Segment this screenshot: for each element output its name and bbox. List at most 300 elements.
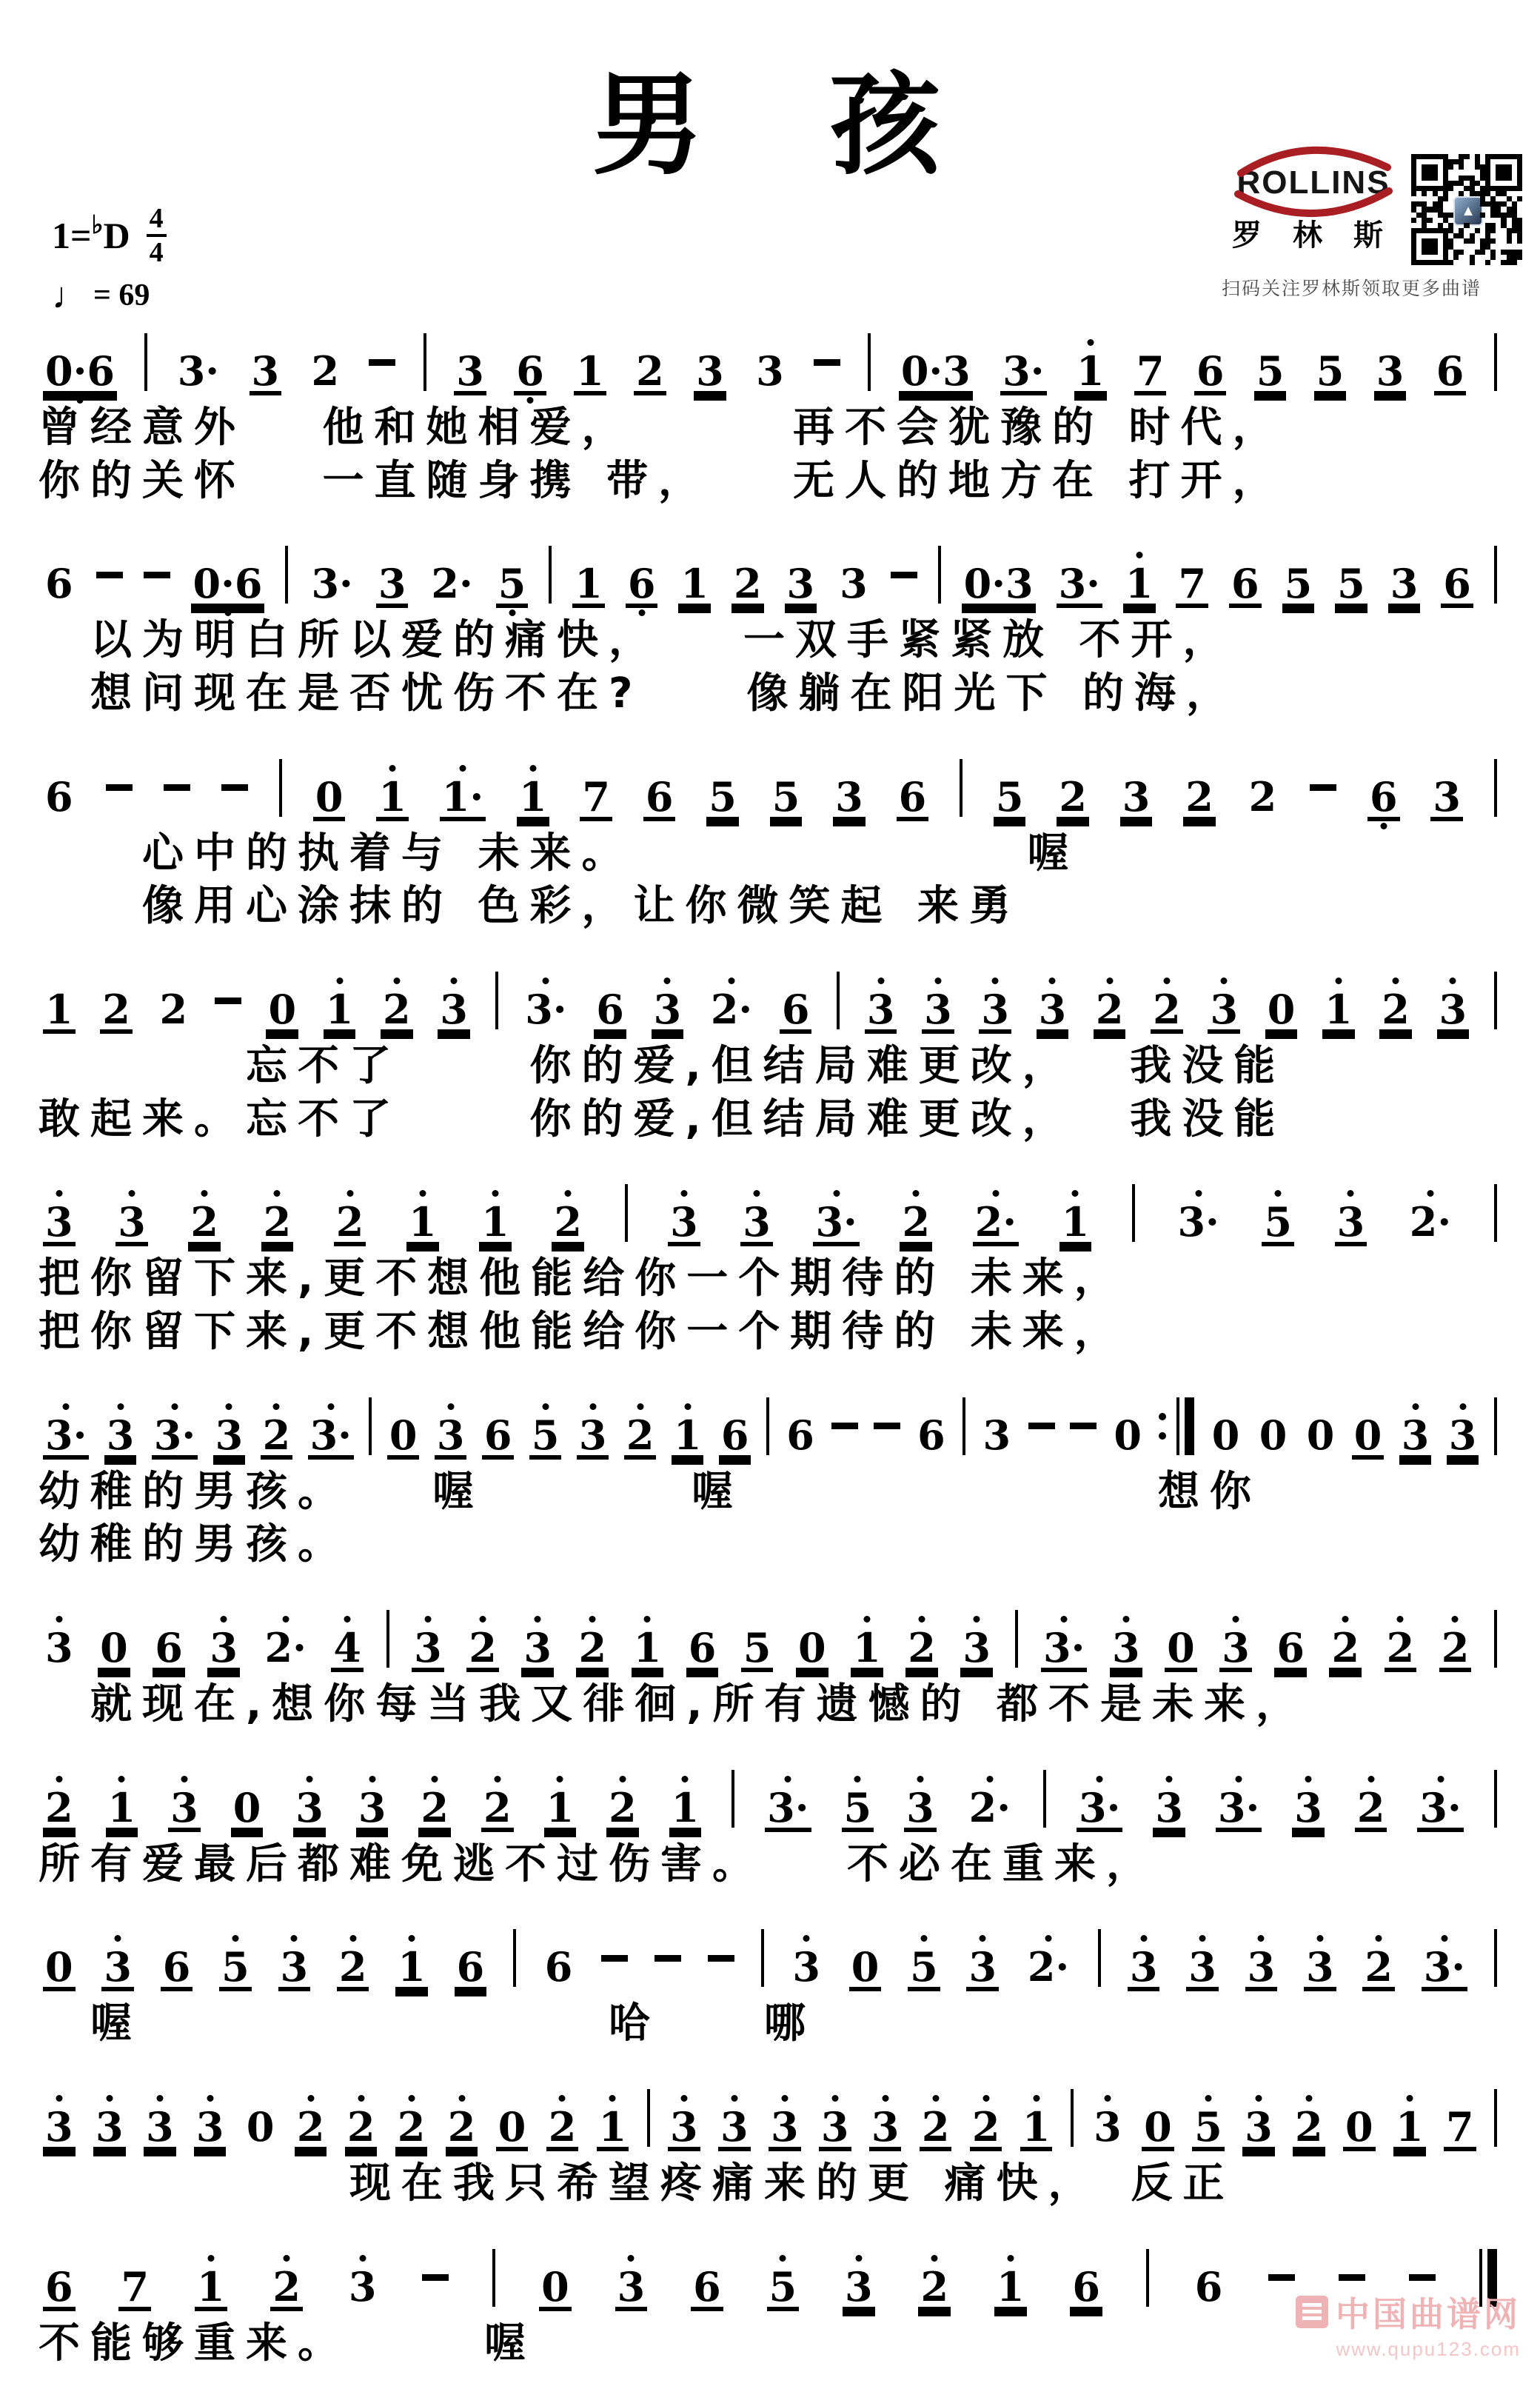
barline bbox=[424, 333, 426, 391]
barline bbox=[625, 1184, 628, 1242]
note-token: 3 bbox=[1153, 1788, 1185, 1828]
note-token: 6 bbox=[1070, 2267, 1102, 2307]
note-token: 3 bbox=[922, 989, 954, 1029]
note-token: 3· bbox=[1041, 1628, 1087, 1668]
qr-center-logo-icon: ▲ bbox=[1453, 196, 1483, 226]
note-token: 6 bbox=[719, 1415, 751, 1455]
note-token: 3 bbox=[865, 989, 897, 1029]
note-token: 1 bbox=[1074, 351, 1107, 391]
note-token: 3· bbox=[813, 1202, 859, 1242]
note-token: 3 bbox=[1430, 777, 1463, 817]
barline bbox=[1494, 333, 1497, 391]
note-token: 0 bbox=[1306, 1411, 1335, 1459]
note-token: 2 bbox=[970, 2107, 1002, 2147]
duration-dash bbox=[1409, 2274, 1436, 2281]
logo-arcs-icon bbox=[1222, 142, 1405, 224]
note-token: 3 bbox=[454, 351, 486, 391]
duration-dash bbox=[369, 359, 395, 366]
lyric-line: 像用心涂抹的 色彩，让你微笑起 来勇 bbox=[38, 882, 1021, 931]
note-token: 6 bbox=[1194, 2262, 1223, 2310]
note-token: 2 bbox=[1379, 989, 1412, 1029]
duration-dash bbox=[601, 1955, 628, 1962]
note-token: 3 bbox=[790, 1947, 823, 1987]
watermark-site-name: 中国曲谱网 bbox=[1336, 2295, 1521, 2333]
note-token: 6 bbox=[643, 777, 676, 817]
barline bbox=[1494, 546, 1497, 604]
note-token: 1 bbox=[1393, 2107, 1426, 2147]
lyric-line: 你的关怀 一直随身携 带， 无人的地方在 打开， bbox=[38, 456, 1285, 505]
note-token: 1 bbox=[1059, 1202, 1092, 1242]
lyric-line: 把你留下来,更不想他能给你一个期待的 未来， bbox=[38, 1254, 1126, 1303]
note-token: 0 bbox=[1352, 1415, 1385, 1455]
music-system bbox=[38, 1907, 1502, 2051]
note-token: 3 bbox=[577, 1415, 609, 1455]
barline bbox=[868, 333, 871, 391]
key-tempo-block bbox=[52, 204, 167, 317]
note-token: 1 bbox=[572, 564, 605, 604]
flat-sign: ♭ bbox=[91, 212, 104, 239]
note-token: 2 bbox=[1293, 2107, 1325, 2147]
note-token: 3 bbox=[1110, 1628, 1142, 1668]
lyric-line: 就现在,想你每当我又徘徊,所有遗憾的 都不是未来， bbox=[38, 1680, 1308, 1729]
note-token: 3 bbox=[1399, 1415, 1432, 1455]
duration-dash bbox=[1268, 2274, 1295, 2281]
note-token: 6 bbox=[45, 772, 73, 821]
duration-dash bbox=[814, 359, 840, 366]
note-token: 5 bbox=[219, 1947, 252, 1987]
barline bbox=[766, 1397, 769, 1455]
note-token: 3 bbox=[435, 1415, 467, 1455]
note-token: 2 bbox=[606, 1788, 639, 1828]
note-token: 0 bbox=[98, 1628, 130, 1668]
note-token: 6 bbox=[780, 989, 812, 1029]
music-system bbox=[38, 1588, 1502, 1731]
note-token: 1 bbox=[632, 1628, 664, 1668]
note-token: 5 bbox=[994, 777, 1026, 817]
note-token: 5 bbox=[496, 564, 529, 604]
note-token: 3 bbox=[438, 989, 470, 1029]
brand-logo-text: ROLLINS bbox=[1236, 164, 1390, 201]
key-letter: D bbox=[103, 215, 130, 256]
note-token: 3 bbox=[960, 1628, 993, 1668]
note-token: 1 bbox=[43, 989, 76, 1029]
note-token: 3 bbox=[213, 1415, 246, 1455]
note-token: 3 bbox=[1091, 2107, 1124, 2147]
note-token: 3 bbox=[293, 1788, 326, 1828]
note-token: 1 bbox=[517, 777, 549, 817]
duration-dash bbox=[654, 1955, 681, 1962]
note-token: 7 bbox=[1444, 2107, 1476, 2147]
notes-row bbox=[38, 1588, 1502, 1678]
note-token: 3 bbox=[979, 989, 1011, 1029]
note-token: 0 bbox=[1211, 1411, 1240, 1459]
barline bbox=[960, 759, 962, 817]
note-token: 2 bbox=[552, 1202, 584, 1242]
music-system bbox=[38, 1748, 1502, 1891]
note-token: 2 bbox=[1439, 1628, 1472, 1668]
note-token: 6 bbox=[686, 1628, 719, 1668]
note-token: 3 bbox=[356, 1788, 389, 1828]
barline bbox=[386, 1610, 389, 1668]
note-token: 3 bbox=[1128, 1947, 1160, 1987]
note-token: 6 bbox=[626, 564, 658, 604]
note-token: 5 bbox=[1254, 351, 1287, 391]
duration-dash bbox=[221, 784, 248, 791]
note-token: 6 bbox=[1194, 351, 1227, 391]
note-token: 0 bbox=[1259, 1411, 1288, 1459]
note-token: 3 bbox=[718, 2107, 751, 2147]
note-token: 0 bbox=[387, 1415, 420, 1455]
note-token: 3 bbox=[93, 2107, 126, 2147]
note-token: 2 bbox=[1385, 1628, 1417, 1668]
notes-row bbox=[38, 1375, 1502, 1466]
note-token: 3· bbox=[1057, 564, 1102, 604]
watermark-logo-icon bbox=[1296, 2296, 1328, 2328]
note-token: 3· bbox=[1077, 1788, 1122, 1828]
barline bbox=[285, 546, 288, 604]
note-token: 7 bbox=[118, 2267, 151, 2307]
note-token: 2 bbox=[1183, 777, 1216, 817]
note-token: 2 bbox=[1362, 1947, 1395, 1987]
note-token: 2 bbox=[418, 1788, 451, 1828]
rollins-logo bbox=[1222, 154, 1405, 254]
note-token: 2 bbox=[1329, 1628, 1362, 1668]
note-token: 1 bbox=[1322, 989, 1355, 1029]
note-token: 5 bbox=[706, 777, 739, 817]
note-token: 2· bbox=[263, 1628, 309, 1668]
duration-dash bbox=[1339, 2274, 1365, 2281]
music-system bbox=[38, 2227, 1502, 2370]
note-token: 2 bbox=[576, 1628, 609, 1668]
note-token: 6 bbox=[45, 560, 73, 608]
duration-dash bbox=[874, 1423, 900, 1429]
note-token: 3 bbox=[1335, 1202, 1367, 1242]
note-token: 3 bbox=[101, 1947, 134, 1987]
lyric-line: 以为明白所以爱的痛快， 一双手紧紧放 不开， bbox=[38, 616, 1235, 665]
duration-dash bbox=[1070, 1423, 1097, 1429]
note-token: 0 bbox=[266, 989, 298, 1029]
note-token: 3 bbox=[652, 989, 684, 1029]
duration-dash bbox=[891, 572, 917, 578]
notes-row bbox=[38, 1162, 1502, 1252]
lyric-line: 心中的执着与 未来。 喔 bbox=[38, 829, 1079, 878]
note-token: 3· bbox=[765, 1788, 811, 1828]
note-token: 3 bbox=[104, 1415, 137, 1455]
barline bbox=[1494, 759, 1497, 817]
note-token: 3· bbox=[43, 1415, 89, 1455]
note-token: 2 bbox=[159, 986, 188, 1034]
note-token: 3 bbox=[194, 2107, 227, 2147]
note-token: 2· bbox=[973, 1202, 1019, 1242]
note-token: 3 bbox=[904, 1788, 937, 1828]
note-token: 3 bbox=[668, 2107, 700, 2147]
note-token: 1 bbox=[324, 989, 356, 1029]
note-token: 2 bbox=[1248, 772, 1277, 821]
repeat-barline bbox=[1159, 1397, 1194, 1455]
note-token: 0 bbox=[246, 2103, 275, 2151]
barline bbox=[1071, 2089, 1074, 2147]
note-token: 5 bbox=[741, 1628, 774, 1668]
note-token: 1 bbox=[106, 1788, 138, 1828]
note-token: 3· bbox=[1422, 1947, 1467, 1987]
note-token: 5 bbox=[1314, 351, 1347, 391]
notes-row bbox=[38, 311, 1502, 401]
note-token: 1 bbox=[669, 1788, 702, 1828]
music-system bbox=[38, 949, 1502, 1146]
note-token: 1 bbox=[672, 1415, 704, 1455]
note-token: 0 bbox=[1114, 1411, 1142, 1459]
note-token: 3 bbox=[1242, 2107, 1275, 2147]
notes-row bbox=[38, 1748, 1502, 1838]
note-token: 2· bbox=[1407, 1202, 1453, 1242]
note-token: 3· bbox=[1000, 351, 1046, 391]
barline bbox=[144, 333, 147, 391]
note-token: 2 bbox=[1151, 989, 1183, 1029]
note-token: 3 bbox=[250, 351, 282, 391]
note-token: 3 bbox=[1037, 989, 1069, 1029]
barline bbox=[495, 972, 498, 1029]
note-token: 6 bbox=[482, 1415, 515, 1455]
note-token: 2 bbox=[311, 347, 340, 395]
duration-dash bbox=[708, 1955, 734, 1962]
notes-row bbox=[38, 737, 1502, 827]
barline bbox=[1043, 1770, 1046, 1828]
notes-row bbox=[38, 2067, 1502, 2157]
note-token: 3 bbox=[116, 1202, 148, 1242]
note-token: 3· bbox=[311, 560, 353, 608]
note-token: 3 bbox=[840, 560, 868, 608]
note-token: 1 bbox=[479, 1202, 512, 1242]
note-token: 2 bbox=[546, 2107, 579, 2147]
note-token: 6 bbox=[917, 1411, 945, 1459]
note-token: 3 bbox=[1245, 1947, 1278, 1987]
note-token: 0 bbox=[539, 2267, 572, 2307]
barline bbox=[1098, 1929, 1101, 1987]
note-token: 7 bbox=[1134, 351, 1167, 391]
note-token: 2· bbox=[431, 560, 473, 608]
note-token: 6 bbox=[897, 777, 929, 817]
note-token: 3 bbox=[43, 1202, 76, 1242]
note-token: 2 bbox=[732, 564, 764, 604]
note-token: 2· bbox=[967, 1788, 1013, 1828]
barline bbox=[492, 2249, 495, 2307]
note-token: 3 bbox=[1208, 989, 1240, 1029]
lyric-line: 所有爱最后都难免逃不过伤害。 不必在重来， bbox=[38, 1839, 1158, 1888]
note-token: 3 bbox=[1186, 1947, 1219, 1987]
barline bbox=[513, 1929, 516, 1987]
note-token: 2 bbox=[43, 1788, 76, 1828]
note-token: 2 bbox=[100, 989, 133, 1029]
note-token: 2 bbox=[261, 1415, 293, 1455]
music-system bbox=[38, 524, 1502, 720]
score bbox=[0, 311, 1540, 2386]
barline bbox=[761, 1929, 764, 1987]
lyric-line: 喔 哈 哪 bbox=[38, 1999, 816, 2048]
note-token: 2 bbox=[900, 1202, 932, 1242]
note-token: 3 bbox=[207, 1628, 240, 1668]
note-token: 3 bbox=[966, 1947, 999, 1987]
note-token: 3 bbox=[668, 1202, 700, 1242]
duration-dash bbox=[96, 572, 123, 578]
watermark bbox=[1296, 2288, 1521, 2361]
note-token: 3· bbox=[1216, 1788, 1262, 1828]
note-token: 3 bbox=[1447, 1415, 1479, 1455]
key-prefix: 1= bbox=[52, 215, 92, 256]
note-token: 0·3 bbox=[899, 351, 973, 391]
note-token: 3 bbox=[694, 351, 726, 391]
note-token: 3 bbox=[376, 564, 409, 604]
note-token: 6 bbox=[514, 351, 546, 391]
lyric-line: 想问现在是否忧伤不在? 像躺在阳光下 的海， bbox=[38, 669, 1238, 718]
notes-row bbox=[38, 949, 1502, 1040]
note-token: 3 bbox=[1304, 1947, 1336, 1987]
note-token: 6 bbox=[691, 2267, 723, 2307]
time-signature bbox=[147, 204, 167, 267]
barline bbox=[1494, 1770, 1497, 1828]
note-token: 5 bbox=[1192, 2107, 1225, 2147]
music-system bbox=[38, 1162, 1502, 1358]
note-token: 3 bbox=[833, 777, 866, 817]
lyric-line: 曾经意外 他和她相爱， 再不会犹豫的 时代， bbox=[38, 404, 1285, 452]
note-token: 6 bbox=[455, 1947, 487, 1987]
note-token: 2 bbox=[188, 1202, 221, 1242]
duration-dash bbox=[106, 784, 133, 791]
note-token: 2 bbox=[270, 2267, 303, 2307]
note-token: 2 bbox=[395, 2107, 428, 2147]
note-token: 0 bbox=[1265, 989, 1298, 1029]
lyric-line: 幼稚的男孩。 喔 喔 想你 bbox=[38, 1467, 1262, 1516]
barline bbox=[938, 546, 941, 604]
note-token: 3 bbox=[869, 2107, 902, 2147]
duration-dash bbox=[144, 572, 170, 578]
note-token: 1 bbox=[994, 2267, 1027, 2307]
barline bbox=[1146, 2249, 1149, 2307]
note-token: 3 bbox=[1120, 777, 1153, 817]
barline bbox=[1494, 1610, 1497, 1668]
note-token: 2 bbox=[920, 2107, 952, 2147]
note-token: 2 bbox=[337, 1947, 369, 1987]
note-token: 1 bbox=[544, 1788, 577, 1828]
note-token: 2 bbox=[345, 2107, 378, 2147]
duration-dash bbox=[164, 784, 190, 791]
lyric-line: 幼稚的男孩。 bbox=[38, 1520, 349, 1569]
note-token: 3 bbox=[1437, 989, 1470, 1029]
note-token: 5 bbox=[1335, 564, 1367, 604]
note-token: 6 bbox=[1434, 351, 1467, 391]
note-token: 0 bbox=[43, 1947, 76, 1987]
page-title: 男 孩 bbox=[592, 60, 948, 190]
lyric-line: 敢起来。忘不了 你的爱,但结局难更改， 我没能 bbox=[38, 1095, 1286, 1143]
note-token: 3· bbox=[177, 347, 220, 395]
note-token: 3 bbox=[346, 2267, 379, 2307]
note-token: 7 bbox=[580, 777, 612, 817]
note-token: 1· bbox=[440, 777, 486, 817]
note-token: 3 bbox=[982, 1411, 1011, 1459]
note-token: 2 bbox=[446, 2107, 478, 2147]
note-token: 0 bbox=[231, 1788, 264, 1828]
note-token: 2 bbox=[905, 1628, 938, 1668]
note-token: 3 bbox=[168, 1788, 201, 1828]
note-token: 1 bbox=[376, 777, 409, 817]
barline bbox=[1494, 1184, 1497, 1242]
note-token: 0·3 bbox=[962, 564, 1036, 604]
note-token: 2 bbox=[481, 1788, 514, 1828]
notes-row bbox=[38, 2227, 1502, 2317]
barline bbox=[837, 972, 840, 1029]
note-token: 0 bbox=[1142, 2107, 1174, 2147]
barline bbox=[1494, 1929, 1497, 1987]
key-signature bbox=[52, 204, 167, 267]
note-token: 0·6 bbox=[191, 564, 265, 604]
note-token: 6 bbox=[786, 1411, 814, 1459]
duration-dash bbox=[831, 1423, 858, 1429]
music-system bbox=[38, 1375, 1502, 1571]
duration-dash bbox=[215, 997, 241, 1004]
watermark-url: www.qupu123.com bbox=[1336, 2338, 1521, 2360]
note-token: 2 bbox=[634, 351, 666, 391]
note-token: 2 bbox=[295, 2107, 327, 2147]
note-token: 1 bbox=[597, 2107, 629, 2147]
note-token: 2· bbox=[1025, 1947, 1071, 1987]
note-token: 0 bbox=[796, 1628, 828, 1668]
note-token: 3 bbox=[521, 1628, 554, 1668]
note-token: 3 bbox=[1292, 1788, 1325, 1828]
note-token: 6 bbox=[594, 989, 626, 1029]
note-token: 3 bbox=[819, 2107, 851, 2147]
note-token: 6 bbox=[1229, 564, 1262, 604]
note-token: 5 bbox=[842, 1788, 874, 1828]
duration-dash bbox=[1310, 784, 1336, 791]
note-token: 1 bbox=[851, 1628, 883, 1668]
note-token: 7 bbox=[1176, 564, 1208, 604]
note-token: 2 bbox=[261, 1202, 294, 1242]
note-token: 2 bbox=[466, 1628, 499, 1668]
barline bbox=[549, 546, 552, 604]
note-token: 1 bbox=[678, 564, 711, 604]
note-token: 3 bbox=[1388, 564, 1421, 604]
barline bbox=[1494, 2089, 1497, 2147]
duration-dash bbox=[422, 2274, 449, 2281]
music-system bbox=[38, 737, 1502, 933]
note-token: 3 bbox=[843, 2267, 875, 2307]
lyric-line: 不能够重来。 喔 bbox=[38, 2319, 536, 2367]
music-system bbox=[38, 311, 1502, 507]
qr-caption: 扫码关注罗林斯领取更多曲谱 bbox=[1222, 278, 1482, 299]
note-token: 5 bbox=[1262, 1202, 1294, 1242]
note-token: 2 bbox=[334, 1202, 366, 1242]
note-token: 3· bbox=[1175, 1202, 1221, 1242]
note-token: 3 bbox=[756, 347, 784, 395]
note-token: 2 bbox=[381, 989, 413, 1029]
note-token: 0 bbox=[313, 777, 346, 817]
note-token: 3 bbox=[144, 2107, 176, 2147]
barline bbox=[1015, 1610, 1018, 1668]
note-token: 5 bbox=[529, 1415, 562, 1455]
note-token: 2· bbox=[709, 989, 754, 1029]
note-token: 3 bbox=[1374, 351, 1407, 391]
barline bbox=[732, 1770, 734, 1828]
time-signature-top: 4 bbox=[147, 204, 167, 237]
note-token: 4 bbox=[331, 1628, 364, 1668]
note-token: 0 bbox=[1165, 1628, 1197, 1668]
note-token: 6 bbox=[1441, 564, 1473, 604]
barline bbox=[1494, 1397, 1497, 1455]
note-token: 0 bbox=[849, 1947, 882, 1987]
note-token: 1 bbox=[195, 2267, 227, 2307]
music-system bbox=[38, 2067, 1502, 2210]
note-token: 0 bbox=[1343, 2107, 1376, 2147]
note-token: 3 bbox=[43, 1628, 76, 1668]
